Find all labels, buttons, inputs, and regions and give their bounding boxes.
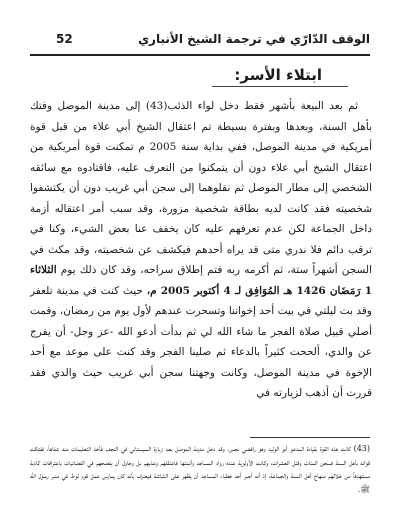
page-number: 52 [56, 32, 73, 46]
body-text-main: ثم بعد البيعة بأشهر فقط دخل لواء الذئب(43) إلى مدينة الموصل وفتك بأهل السنة، وبعدها وبفترة بسيطة تم اعتقال الشيخ أبي علاء من قبل قوة أمريكية في مدينة الموصل، ففي بداية سنة 2005 م تمكنت قوة أمريكية من اعتقال الشيخ أبي علاء دون أن يتمكنوا من التعرف عليه، فاقتادوه مع سائقه الشخصي إلى مطار الموصل ثم نقلوهما إلى سجن أبي غريب دون أن يكتشفوا شخصيته فقد كانت لديه بطاقة شخصية مزورة، وقد سبب أمر اعتقاله أزمة داخل الجماعة لكن عدم تعرفهم عليه كان يخفف عنا بعض الشيء، وكنا في ترقب دائم فلا ندري متى قد يراه أحدهم فيكشف عن شخصيته، وقد مكث في السجن أشهراً ستة، ثم أكرمه ربه فتم إطلاق سراحه، وقد كان ذلك يوم [30, 100, 373, 276]
section-heading: ابتلاء الأسر: [234, 66, 322, 84]
running-header [30, 30, 370, 56]
body-paragraph [30, 96, 372, 404]
body-text-date: الثلاثاء 1 رَمَضَان 1426 هـ المُوَافِق لـ 4 أكتوبر 2005 م، [30, 264, 372, 297]
body-text-tail: حيث كنت في مدينة تلعفر وقد بت ليلتي في بيت أحد إخواننا وتسحرت عندهم لأول يوم من رمضان، وقمت أصلي قبيل صلاة الفجر ما شاء الله لي ثم بدأت أدعو الله -عز وجل- أن يفرج عن والدي، ألححت كثيراً بالدعاء ثم صلينا الفجر وقد كنت على موعد مع أحد الإخوة في مدينة الموصل، وكانت وجهتنا سجن أبي غريب حيث والدي فقد قررت أن أذهب لزيارته في [30, 284, 372, 399]
footnote-separator [250, 437, 370, 438]
footnote: (43) كانت هذه القوة بقيادة المدعو أبو الوليد وهو رافضي نجس، وقد دخل مدينة الموصل بعد زيارة السيستاني في النجف فأخذ التعليمات منه شفاهاً، ففتكت قواته بأهل السنة فسجن المئات وقتل العشرات، وكانت الأولوية عنده رواد المساجد وأئمتها فاعتقلهم وعذبهم بل وحاول أن يفضحهم في الفضائيات باعترافات كاذبة مستهدفاً من خلالهم منهاج أهل السنة والجماعة، إذ أنه أجبر أحد خطباء المساجد أن يظهر على الشاشة فيعترف بأنه كان يمارس عمل قوم لوط في منبر رسول الله ﷺ. [30, 444, 370, 494]
running-title: الوقف الدّارّي في ترجمة الشيخ الأنباري [138, 32, 370, 46]
heading-underline [212, 86, 348, 87]
